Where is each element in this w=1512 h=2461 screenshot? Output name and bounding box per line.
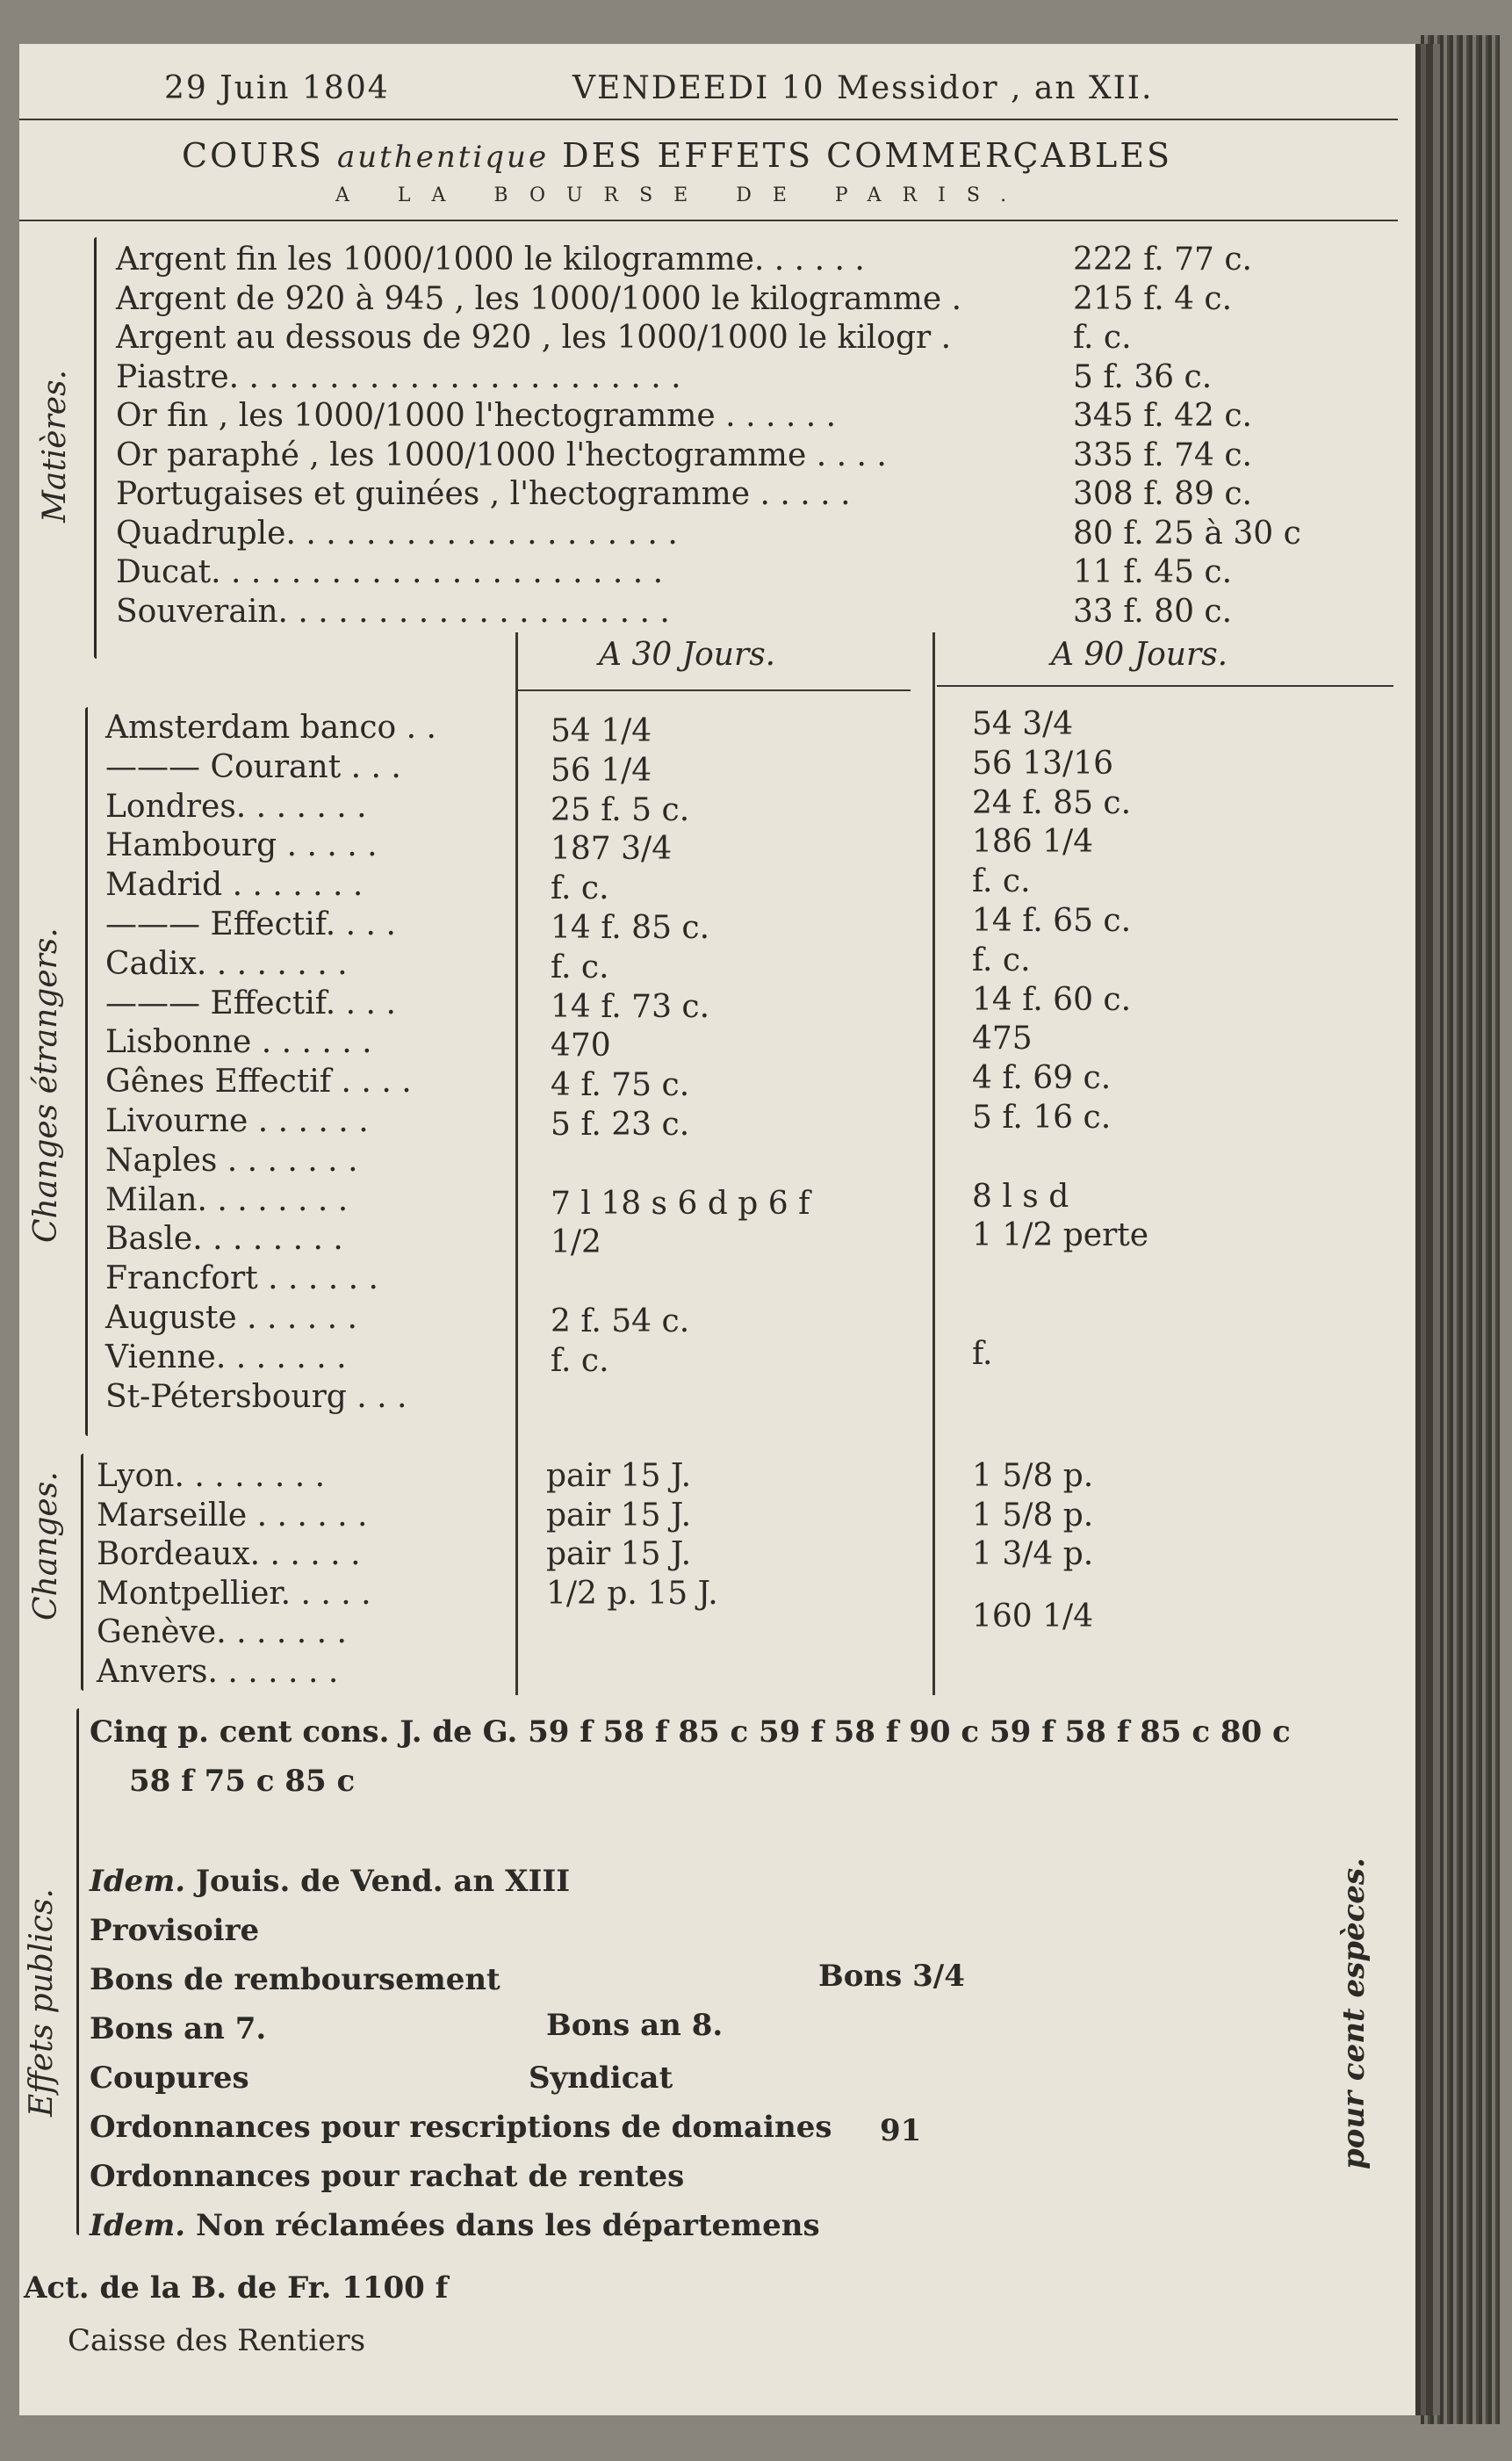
matiere-label: Or paraphé , les 1000/1000 l'hectogramme . . . . bbox=[116, 437, 887, 473]
bons-remboursement: Bons de remboursement bbox=[90, 1962, 500, 1997]
change-label: Lyon. . . . . . . . bbox=[97, 1458, 326, 1494]
change-label: Genève. . . . . . . bbox=[97, 1614, 347, 1650]
change-etranger-30j: 25 f. 5 c. bbox=[551, 791, 690, 828]
change-label: Montpellier. . . . . bbox=[97, 1575, 371, 1612]
change-etranger-90j: 24 f. 85 c. bbox=[972, 784, 1132, 821]
matiere-label: Argent de 920 à 945 , les 1000/1000 le kilogramme . bbox=[116, 280, 962, 317]
col-90-jours: A 90 Jours. bbox=[1051, 637, 1228, 673]
col-30-jours: A 30 Jours. bbox=[599, 637, 776, 673]
idem-non-reclamees bbox=[90, 2208, 820, 2243]
matiere-label: Argent au dessous de 920 , les 1000/1000 le kilogr . bbox=[116, 320, 952, 356]
change-label: Bordeaux. . . . . . bbox=[97, 1536, 361, 1572]
matiere-label: Souverain. . . . . . . . . . . . . . . . . . . . bbox=[116, 593, 670, 630]
column-rule-left bbox=[515, 632, 518, 1695]
header-day: VENDEEDI 10 Messidor , an XII. bbox=[572, 70, 1154, 106]
matiere-value: 5 f. 36 c. bbox=[1073, 358, 1213, 395]
book-spine bbox=[1421, 35, 1500, 2424]
change-etranger-90j: f. bbox=[972, 1335, 993, 1372]
change-etranger-label: Amsterdam banco . . bbox=[105, 710, 436, 746]
change-label: Anvers. . . . . . . bbox=[97, 1653, 339, 1690]
change-etranger-label: Cadix. . . . . . . . bbox=[105, 945, 348, 982]
matiere-value: 308 f. 89 c. bbox=[1073, 476, 1252, 512]
change-etranger-30j: 1/2 bbox=[551, 1224, 601, 1261]
change-etranger-30j: 470 bbox=[551, 1028, 611, 1065]
matiere-value: 222 f. 77 c. bbox=[1073, 242, 1252, 278]
change-90j: 1 5/8 p. bbox=[972, 1458, 1094, 1494]
change-etranger-90j: f. c. bbox=[972, 863, 1031, 900]
change-30j: pair 15 J. bbox=[546, 1536, 692, 1572]
change-etranger-label: Gênes Effectif . . . . bbox=[105, 1064, 412, 1101]
cinq-pour-cent-line1: Cinq p. cent cons. J. de G. 59 f 58 f 85 c 59 f 58 f 90 c 59 f 58 f 85 c 80 c bbox=[90, 1714, 1291, 1750]
col-rule-90 bbox=[937, 685, 1393, 687]
idem2-rest: Non réclamées dans les départemens bbox=[195, 2208, 820, 2243]
change-etranger-label: Naples . . . . . . . bbox=[105, 1142, 358, 1179]
change-etranger-90j: 56 13/16 bbox=[972, 745, 1113, 782]
actions-banque-france: Act. de la B. de Fr. 1100 f bbox=[24, 2270, 449, 2306]
change-etranger-label: Milan. . . . . . . . bbox=[105, 1181, 349, 1218]
change-etranger-label: Auguste . . . . . . bbox=[105, 1300, 357, 1336]
matiere-value: 33 f. 80 c. bbox=[1073, 593, 1233, 630]
bons-an-8: Bons an 8. bbox=[546, 2008, 724, 2043]
change-etranger-label: St-Pétersbourg . . . bbox=[105, 1378, 407, 1415]
changes-etrangers-brace bbox=[85, 707, 88, 1436]
change-etranger-90j: 14 f. 60 c. bbox=[972, 981, 1132, 1018]
bons-an-7: Bons an 7. bbox=[90, 2011, 267, 2046]
matiere-label: Or fin , les 1000/1000 l'hectogramme . . . . . . bbox=[116, 398, 837, 434]
change-etranger-90j: 5 f. 16 c. bbox=[972, 1100, 1112, 1136]
change-etranger-30j: 56 1/4 bbox=[551, 752, 652, 789]
changes-brace bbox=[81, 1454, 83, 1691]
change-30j: pair 15 J. bbox=[546, 1497, 692, 1534]
idem2-italic: Idem. bbox=[90, 2208, 186, 2243]
header-rule bbox=[19, 119, 1398, 120]
change-etranger-label: Madrid . . . . . . . bbox=[105, 867, 364, 904]
change-etranger-label: Lisbonne . . . . . . bbox=[105, 1024, 372, 1061]
matiere-label: Piastre. . . . . . . . . . . . . . . . . . . . . . . bbox=[116, 358, 681, 395]
section-changes: Changes. bbox=[28, 1471, 64, 1620]
change-90j: 1 3/4 p. bbox=[972, 1536, 1094, 1572]
change-etranger-30j: 2 f. 54 c. bbox=[551, 1303, 690, 1339]
change-etranger-label: Francfort . . . . . . bbox=[105, 1260, 378, 1297]
bons-trois-quarts: Bons 3/4 bbox=[818, 1959, 965, 1994]
change-etranger-label: Livourne . . . . . . bbox=[105, 1103, 369, 1139]
change-etranger-30j: 7 l 18 s 6 d p 6 f bbox=[551, 1185, 810, 1222]
matiere-value: f. c. bbox=[1073, 320, 1132, 356]
change-etranger-label: ——— Effectif. . . . bbox=[105, 906, 396, 942]
change-90j: 160 1/4 bbox=[972, 1599, 1094, 1635]
ordonnances-rescriptions-value: 91 bbox=[880, 2113, 922, 2148]
matiere-value: 11 f. 45 c. bbox=[1073, 554, 1233, 590]
change-etranger-30j: 4 f. 75 c. bbox=[551, 1067, 690, 1104]
cinq-pour-cent-line2: 58 f 75 c 85 c bbox=[129, 1764, 356, 1799]
idem-italic: Idem. bbox=[90, 1864, 186, 1899]
section-matieres: Matières. bbox=[37, 369, 73, 523]
change-etranger-90j: 54 3/4 bbox=[972, 706, 1074, 742]
ledger-page bbox=[19, 44, 1421, 2415]
section-changes-etrangers: Changes étrangers. bbox=[28, 927, 64, 1243]
coupures: Coupures bbox=[90, 2060, 249, 2096]
change-etranger-90j: 4 f. 69 c. bbox=[972, 1060, 1112, 1097]
change-etranger-30j: f. c. bbox=[551, 949, 609, 985]
change-etranger-30j: f. c. bbox=[551, 870, 609, 907]
change-etranger-label: Londres. . . . . . . bbox=[105, 788, 367, 825]
change-etranger-90j: 1 1/2 perte bbox=[972, 1217, 1149, 1254]
provisoire: Provisoire bbox=[90, 1913, 260, 1948]
change-etranger-label: Vienne. . . . . . . bbox=[105, 1339, 347, 1375]
change-label: Marseille . . . . . . bbox=[97, 1497, 368, 1534]
change-etranger-30j: 187 3/4 bbox=[551, 831, 673, 868]
matiere-label: Ducat. . . . . . . . . . . . . . . . . . . . . . . bbox=[116, 554, 664, 590]
caisse-rentiers: Caisse des Rentiers bbox=[68, 2323, 366, 2358]
title-rule bbox=[19, 220, 1398, 221]
matiere-value: 215 f. 4 c. bbox=[1073, 280, 1233, 317]
matiere-value: 345 f. 42 c. bbox=[1073, 398, 1252, 434]
section-effets-publics: Effets publics. bbox=[24, 1888, 60, 2117]
change-etranger-30j: 14 f. 73 c. bbox=[551, 988, 710, 1025]
change-etranger-label: ——— Effectif. . . . bbox=[105, 985, 396, 1021]
syndicat: Syndicat bbox=[529, 2060, 673, 2096]
matiere-label: Portugaises et guinées , l'hectogramme . . . . . bbox=[116, 476, 851, 512]
effets-brace bbox=[76, 1708, 79, 2235]
change-30j: 1/2 p. 15 J. bbox=[546, 1575, 718, 1612]
change-etranger-30j: 5 f. 23 c. bbox=[551, 1107, 690, 1143]
change-etranger-30j: f. c. bbox=[551, 1342, 609, 1379]
matieres-brace bbox=[94, 237, 97, 659]
change-etranger-30j: 14 f. 85 c. bbox=[551, 910, 710, 946]
matiere-label: Quadruple. . . . . . . . . . . . . . . . . . . . bbox=[116, 515, 678, 552]
matiere-label: Argent fin les 1000/1000 le kilogramme. . . . . . bbox=[116, 242, 865, 278]
ordonnances-rachat: Ordonnances pour rachat de rentes bbox=[90, 2159, 685, 2194]
change-etranger-90j: 475 bbox=[972, 1021, 1033, 1057]
title-post: DES EFFETS COMMERÇABLES bbox=[562, 136, 1173, 175]
change-etranger-label: Hambourg . . . . . bbox=[105, 827, 378, 864]
idem-jouissance bbox=[90, 1864, 570, 1899]
col-rule-30 bbox=[515, 689, 911, 691]
change-etranger-label: ——— Courant . . . bbox=[105, 748, 401, 785]
change-etranger-30j: 54 1/4 bbox=[551, 713, 652, 749]
change-etranger-90j: f. c. bbox=[972, 942, 1031, 978]
change-etranger-90j: 186 1/4 bbox=[972, 824, 1094, 861]
matiere-value: 80 f. 25 à 30 c bbox=[1073, 515, 1301, 552]
change-30j: pair 15 J. bbox=[546, 1458, 692, 1494]
matiere-value: 335 f. 74 c. bbox=[1073, 437, 1252, 473]
title-pre: COURS bbox=[182, 136, 324, 175]
ordonnances-rescriptions: Ordonnances pour rescriptions de domaines bbox=[90, 2110, 832, 2145]
page-title bbox=[182, 136, 1172, 175]
change-etranger-label: Basle. . . . . . . . bbox=[105, 1221, 343, 1258]
idem-rest: Jouis. de Vend. an XIII bbox=[195, 1864, 571, 1899]
title-italic: authentique bbox=[337, 140, 550, 175]
page-subtitle: A LA BOURSE DE PARIS. bbox=[335, 184, 1028, 206]
column-rule-right bbox=[932, 632, 935, 1695]
change-etranger-90j: 14 f. 65 c. bbox=[972, 903, 1132, 939]
change-90j: 1 5/8 p. bbox=[972, 1497, 1094, 1534]
change-etranger-90j: 8 l s d bbox=[972, 1178, 1069, 1215]
header-date: 29 Juin 1804 bbox=[164, 70, 390, 106]
pour-cent-especes: pour cent espèces. bbox=[1336, 1857, 1372, 2169]
